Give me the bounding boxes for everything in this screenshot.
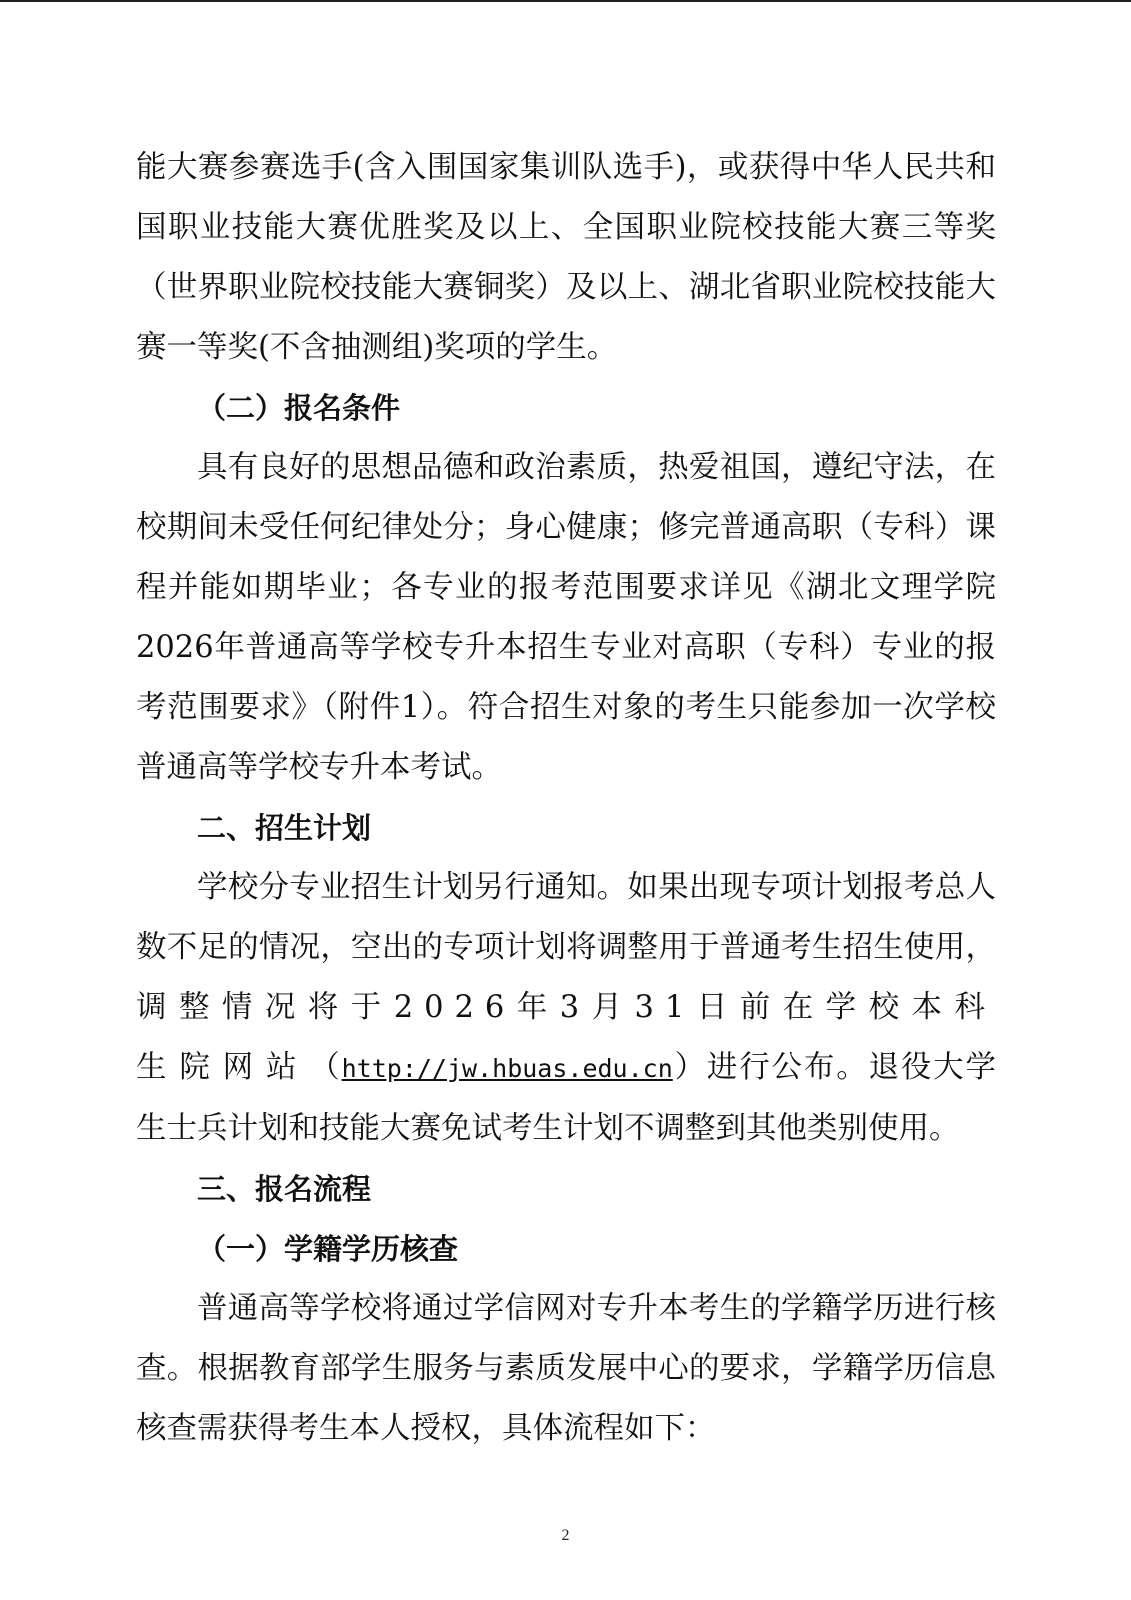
enrollment-plan-rest-text: ）进行公布。退役大学生士兵计划和技能大赛免试考生计划不调整到其他类别使用。	[136, 1050, 997, 1146]
enrollment-plan-text: 学校分专业招生计划另行通知。如果出现专项计划报考总人数不足的情况，空出的专项计划将调整用于普通考生招生使用，	[136, 870, 996, 965]
heading-registration-conditions: （二）报名条件	[197, 391, 401, 425]
page-number: 2	[561, 1527, 570, 1544]
heading-enrollment-status-check: （一）学籍学历核查	[197, 1232, 459, 1266]
website-link[interactable]: http://jw.hbuas.edu.cn	[341, 1054, 673, 1083]
top-border-line	[0, 0, 1131, 2]
enrollment-plan-open-paren: （	[309, 1050, 342, 1085]
heading-enrollment-plan: 二、招生计划	[197, 811, 372, 845]
enrollment-plan-date-text: 调整情况将于2026年3月31日前在学校本科生院网站	[136, 990, 996, 1085]
paragraph-award-eligibility: 能大赛参赛选手(含入围国家集训队选手)，或获得中华人民共和国职业技能大赛优胜奖及以上、全国职业院校技能大赛三等奖（世界职业院校技能大赛铜奖）及以上、湖北省职业院校技能大赛一等奖(不含抽测组)奖项的学生。	[136, 150, 996, 365]
paragraph-status-check: 普通高等学校将通过学信网对专升本考生的学籍学历进行核查。根据教育部学生服务与素质发展中心的要求，学籍学历信息核查需获得考生本人授权，具体流程如下：	[136, 1291, 996, 1446]
paragraph-enrollment-plan	[136, 858, 996, 1159]
paragraph-registration-conditions: 具有良好的思想品德和政治素质，热爱祖国，遵纪守法，在校期间未受任何纪律处分；身心健康；修完普通高职（专科）课程并能如期毕业；各专业的报考范围要求详见《湖北文理学院2026年普通高等学校专升本招生专业对高职（专科）专业的报考范围要求》（附件1）。符合招生对象的考生只能参加一次学校普通高等学校专升本考试。	[136, 450, 996, 785]
heading-registration-process: 三、报名流程	[197, 1172, 372, 1206]
document-body	[136, 138, 996, 1459]
